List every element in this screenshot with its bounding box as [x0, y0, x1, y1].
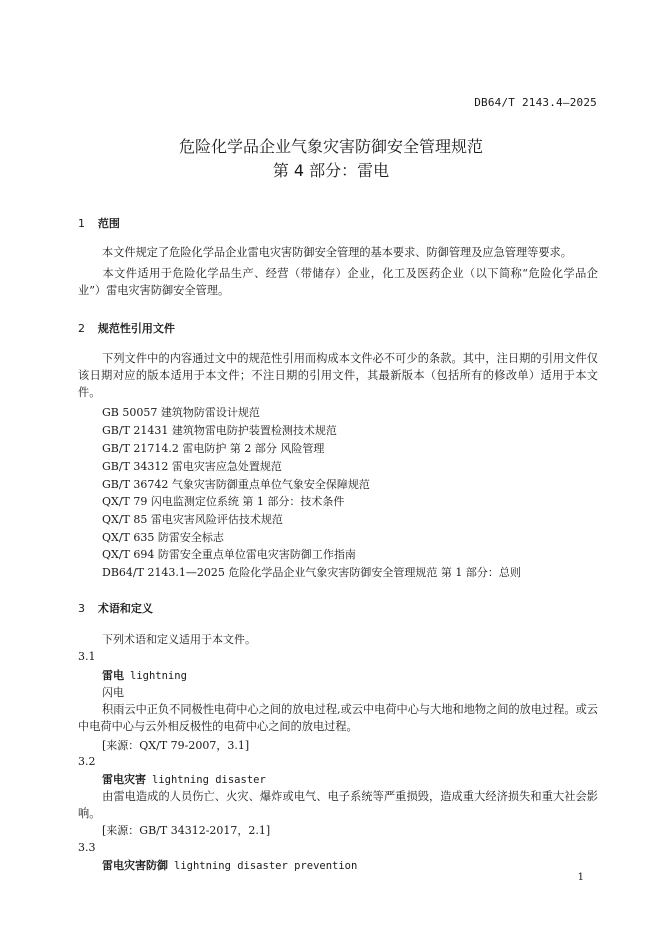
term-name-en: lightning disaster [152, 774, 266, 786]
normative-intro [78, 350, 598, 401]
reference-item: GB/T 36742 气象灾害防御重点单位气象安全保障规范 [102, 478, 370, 491]
reference-item: GB/T 21714.2 雷电防护 第 2 部分 风险管理 [102, 442, 325, 455]
reference-item: GB/T 21431 建筑物雷电防护装置检测技术规范 [102, 424, 337, 437]
term-name-zh: 雷电 [102, 669, 124, 682]
section-title: 术语和定义 [97, 602, 153, 615]
term-name-zh: 雷电灾害防御 [102, 859, 168, 872]
term-heading [102, 667, 187, 683]
section-title: 规范性引用文件 [97, 322, 175, 335]
term-heading [102, 857, 357, 873]
section-heading-scope [78, 215, 120, 231]
term-definition [78, 701, 598, 735]
term-source: [来源：QX/T 79-2007，3.1] [102, 739, 250, 752]
section-number: 2 [78, 322, 85, 335]
section-heading-terms [78, 600, 153, 616]
term-name-en: lightning [130, 670, 187, 682]
reference-item: QX/T 85 雷电灾害风险评估技术规范 [102, 513, 283, 526]
term-alternative: 闪电 [102, 686, 124, 699]
term-number: 3.2 [78, 755, 96, 768]
scope-text-2: 本文件适用于危险化学品生产、经营（带储存）企业，化工及医药企业（以下简称“危险化学品企业”）雷电灾害防御安全管理。 [78, 267, 598, 297]
section-title: 范围 [97, 217, 120, 230]
reference-item: QX/T 79 闪电监测定位系统 第 1 部分：技术条件 [102, 495, 345, 508]
reference-item: QX/T 694 防雷安全重点单位雷电灾害防御工作指南 [102, 548, 356, 561]
reference-item: QX/T 635 防雷安全标志 [102, 531, 224, 544]
term-name-zh: 雷电灾害 [102, 773, 146, 786]
document-code: DB64/T 2143.4—2025 [474, 96, 597, 109]
section-number: 1 [78, 217, 85, 230]
scope-text-1: 本文件规定了危险化学品企业雷电灾害防御安全管理的基本要求、防御管理及应急管理等要求。 [102, 246, 572, 259]
term-definition [78, 788, 598, 822]
terms-intro: 下列术语和定义适用于本文件。 [102, 633, 256, 646]
reference-item: GB 50057 建筑物防雷设计规范 [102, 406, 260, 419]
normative-intro-text: 下列文件中的内容通过文中的规范性引用而构成本文件必不可少的条款。其中，注日期的引用文件仅该日期对应的版本适用于本文件；不注日期的引用文件，其最新版本（包括所有的修改单）适用于本文件。 [78, 352, 598, 399]
section-number: 3 [78, 602, 85, 615]
term-definition-text: 积雨云中正负不同极性电荷中心之间的放电过程,或云中电荷中心与大地和地物之间的放电过程。或云中电荷中心与云外相反极性的电荷中心之间的放电过程。 [78, 703, 598, 733]
term-source: [来源：GB/T 34312-2017，2.1] [102, 824, 271, 837]
page-number: 1 [577, 872, 584, 883]
term-number: 3.1 [78, 650, 96, 663]
term-heading [102, 771, 266, 787]
reference-item: GB/T 34312 雷电灾害应急处置规范 [102, 460, 282, 473]
document-subtitle: 第 4 部分：雷电 [272, 161, 390, 180]
document-title: 危险化学品企业气象灾害防御安全管理规范 [178, 137, 483, 156]
scope-paragraph-2 [78, 265, 598, 299]
term-definition-text: 由雷电造成的人员伤亡、火灾、爆炸或电气、电子系统等严重损毁，造成重大经济损失和重大社会影响。 [78, 790, 598, 820]
term-name-en: lightning disaster prevention [174, 860, 358, 872]
section-heading-normative [78, 320, 175, 336]
scope-paragraph-1 [78, 244, 598, 261]
reference-item: DB64/T 2143.1—2025 危险化学品企业气象灾害防御安全管理规范 第 1 部分：总则 [102, 566, 521, 579]
term-number: 3.3 [78, 841, 96, 854]
